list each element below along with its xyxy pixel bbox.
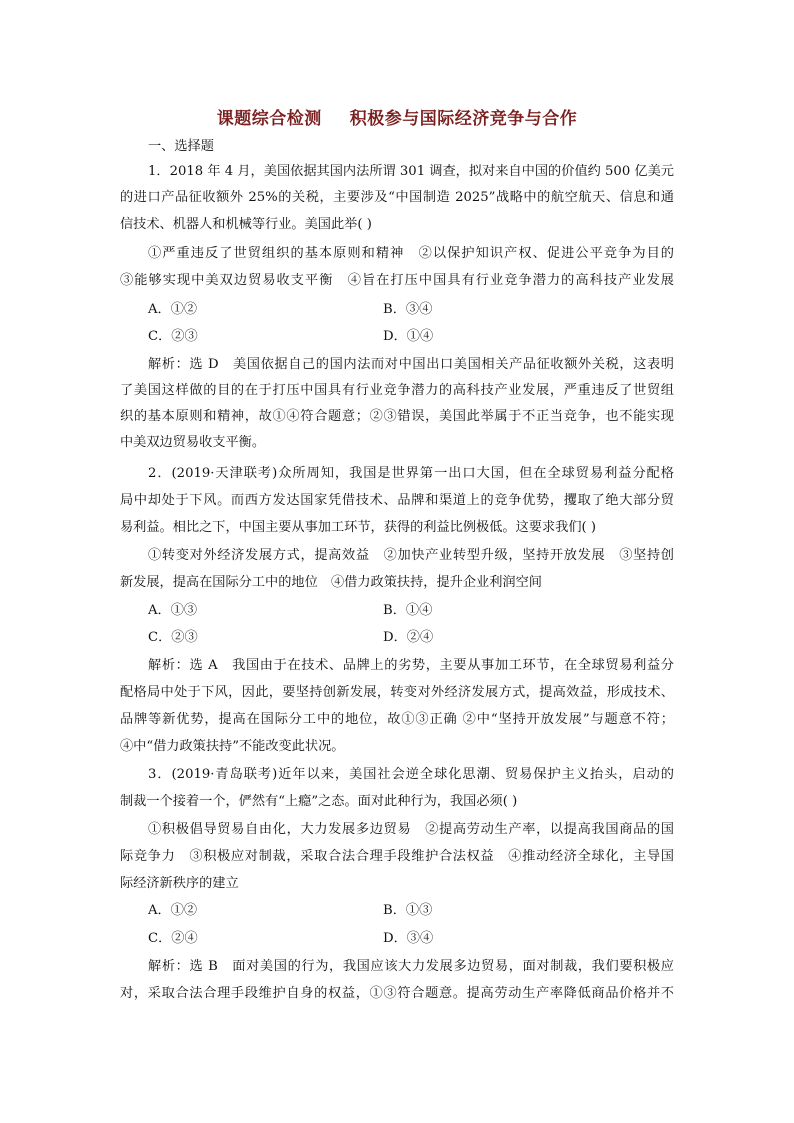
q1-statement-line-2: ③能够实现中美双边贸易收支平衡 ④旨在打压中国具有行业竞争潜力的高科技产业发展 <box>120 273 674 288</box>
q2-statement-line-1: ①转变对外经济发展方式，提高效益 ②加快产业转型升级，坚持开放发展 ③坚持创 <box>148 548 674 563</box>
q3-option-a: A．①② <box>148 903 198 918</box>
q2-stem-line-1: 2．(2019·天津联考)众所周知，我国是世界第一出口大国，但在全球贸易利益分配格 <box>148 466 674 481</box>
page-title <box>120 104 674 129</box>
q2-analysis-line-4: ④中“借力政策扶持”不能改变此状况。 <box>120 739 345 754</box>
section-heading: 一、选择题 <box>148 139 214 154</box>
q1-option-a: A．①② <box>148 302 198 317</box>
q1-analysis-line-2: 了美国这样做的目的在于打压中国具有行业竞争潜力的高科技产业发展，严重违反了世贸组 <box>120 383 674 398</box>
q1-analysis-line-3: 织的基本原则和精神，故①④符合题意；②③错误，美国此举属于不正当竞争，也不能实现 <box>120 409 674 424</box>
q1-statement-line-1: ①严重违反了世贸组织的基本原则和精神 ②以保护知识产权、促进公平竞争为目的 <box>148 246 674 261</box>
q2-statement-line-2: 新发展，提高在国际分工中的地位 ④借力政策扶持，提升企业利润空间 <box>120 575 542 590</box>
q3-statement-line-1: ①积极倡导贸易自由化，大力发展多边贸易 ②提高劳动生产率，以提高我国商品的国 <box>148 822 674 837</box>
page-title-part1: 课题综合检测 <box>216 109 322 129</box>
q1-stem-line-1: 1．2018 年 4 月，美国依据其国内法所谓 301 调查，拟对来自中国的价值约 500 亿美元 <box>148 164 674 179</box>
q3-analysis-line-2: 对，采取合法合理手段维护自身的权益，①③符合题意。提高劳动生产率降低商品价格并不 <box>120 986 674 1001</box>
q2-stem-line-2: 局中却处于下风。而西方发达国家凭借技术、品牌和渠道上的竞争优势，攫取了绝大部分贸 <box>120 493 674 508</box>
q1-stem-line-3: 信技术、机器人和机械等行业。美国此举( ) <box>120 217 372 232</box>
q1-analysis-line-4: 中美双边贸易收支平衡。 <box>120 435 266 450</box>
q1-option-d: D．①④ <box>383 329 434 344</box>
q2-option-b: B．①④ <box>383 603 433 618</box>
q3-analysis-line-1: 解析：选 B 面对美国的行为，我国应该大力发展多边贸易，面对制裁，我们要积极应 <box>148 959 674 974</box>
q3-stem-line-1: 3．(2019·青岛联考)近年以来，美国社会逆全球化思潮、贸易保护主义抬头，启动的 <box>148 767 674 782</box>
q3-option-c: C．②④ <box>148 931 198 946</box>
q2-option-c: C．②③ <box>148 630 198 645</box>
q3-statement-line-2: 际竞争力 ③积极应对制裁，采取合法合理手段维护合法权益 ④推动经济全球化，主导国 <box>120 849 674 864</box>
q3-option-b: B．①③ <box>383 903 433 918</box>
q2-option-a: A．①③ <box>148 603 198 618</box>
q2-analysis-line-1: 解析：选 A 我国由于在技术、品牌上的劣势，主要从事加工环节，在全球贸易利益分 <box>148 658 674 673</box>
q3-option-d: D．③④ <box>383 931 434 946</box>
page-title-part2: 积极参与国际经济竞争与合作 <box>349 109 578 129</box>
q2-stem-line-3: 易利益。相比之下，中国主要从事加工环节，获得的利益比例极低。这要求我们( ) <box>120 520 597 535</box>
q2-analysis-line-3: 品牌等新优势，提高在国际分工中的地位，故①③正确 ②中“坚持开放发展”与题意不符； <box>120 712 674 727</box>
q3-statement-line-3: 际经济新秩序的建立 <box>120 876 239 891</box>
q3-stem-line-2: 制裁一个接着一个，俨然有“上瘾”之态。面对此种行为，我国必须( ) <box>120 794 518 809</box>
q1-option-b: B．③④ <box>383 302 433 317</box>
q2-analysis-line-2: 配格局中处于下风，因此，要坚持创新发展，转变对外经济发展方式，提高效益，形成技术、 <box>120 685 674 700</box>
q2-option-d: D．②④ <box>383 630 434 645</box>
q1-option-c: C．②③ <box>148 329 198 344</box>
q1-analysis-line-1: 解析：选 D 美国依据自己的国内法而对中国出口美国相关产品征收额外关税，这表明 <box>148 357 674 372</box>
q1-stem-line-2: 的进口产品征收额外 25%的关税，主要涉及“中国制造 2025”战略中的航空航天、信息和通 <box>120 190 674 205</box>
